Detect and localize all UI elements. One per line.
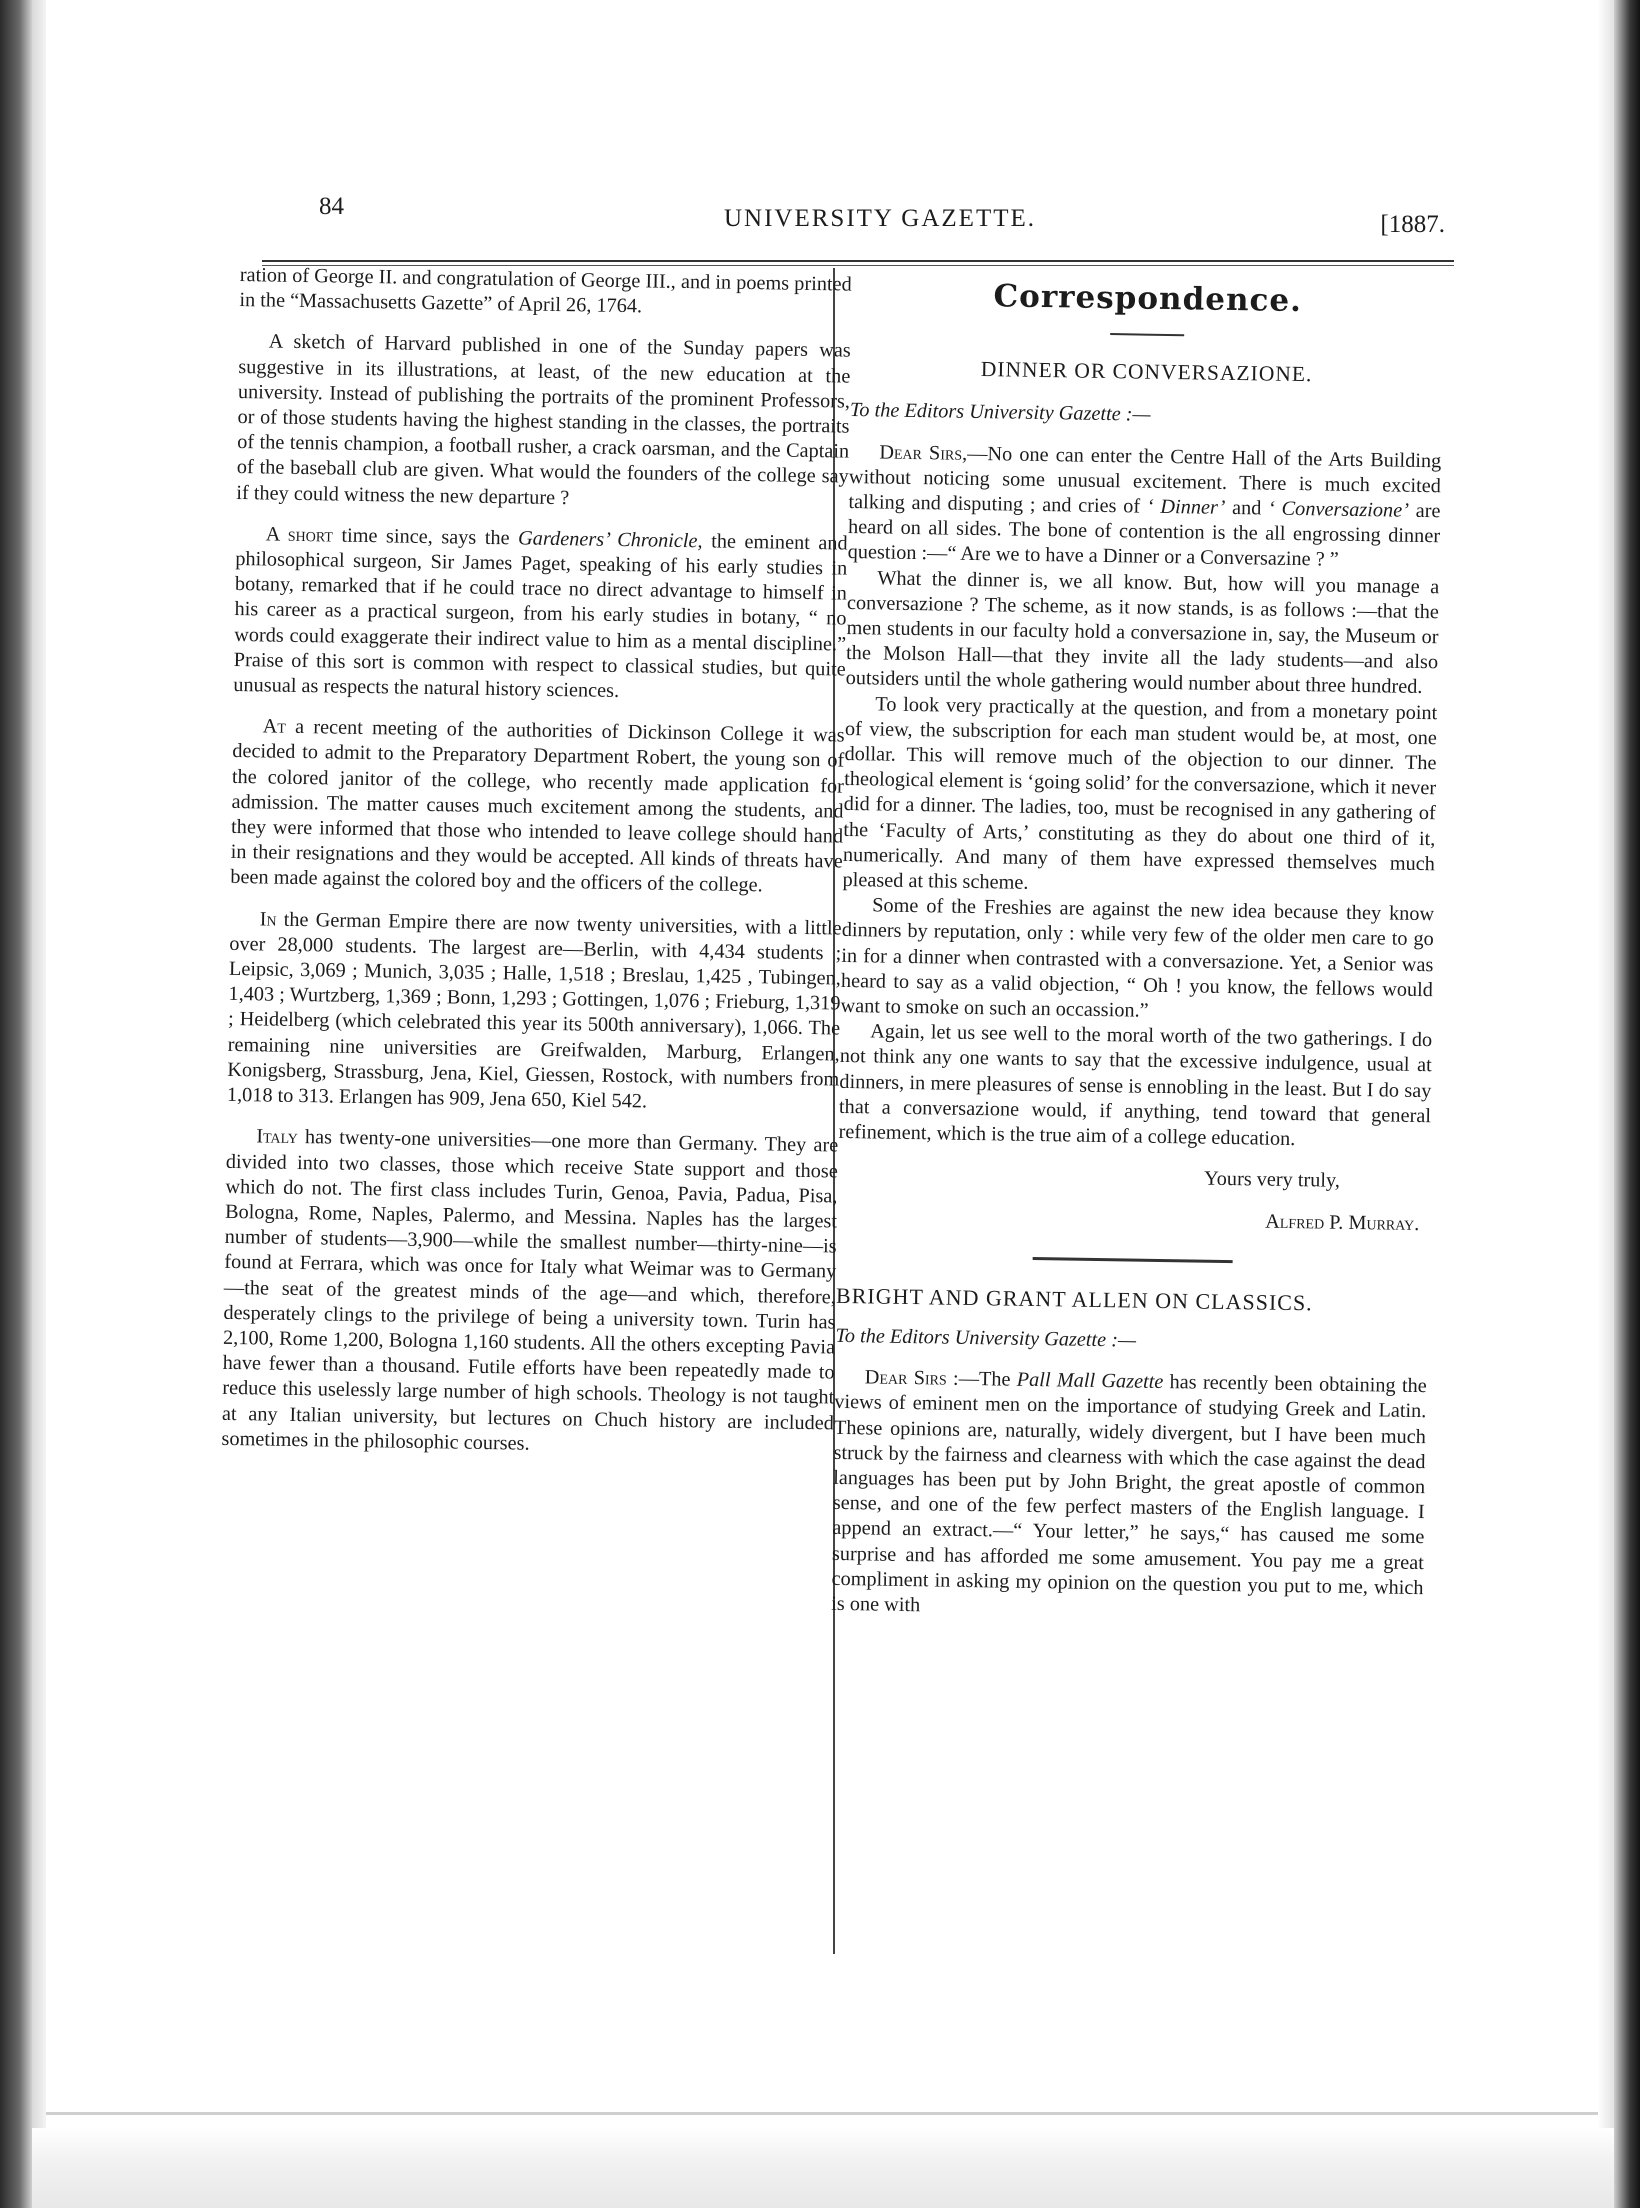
section-heading: Correspondence. — [993, 278, 1303, 320]
letter-paragraph: What the dinner is, we all know. But, how will you manage a conversazione ? The scheme, as it now stands, is as follows :—that the men students in our faculty hold a conversazione in, say, the Museum or the Molson Hall—that they invite all the lady students—and also outsiders until the whole gathering would number about three hundred. — [845, 567, 1440, 699]
address-line: To the Editors University Gazette :— — [835, 1324, 1137, 1352]
source-name: Gardeners’ Chronicle, — [517, 527, 703, 553]
section-rule — [1110, 333, 1184, 336]
paragraph-harvard-sketch: A sketch of Harvard published in one of the Sunday papers was suggestive in its illustrations, at least, of the new education at the university. Instead of publishing the portraits of the prominent Professors, or of those students having the highest standing in the classes, the portraits of the tennis champion, a football rusher, a crack oarsman, and the Captain of the baseball club are given. What would the founders of the college say if they could witness the new departure ? — [236, 330, 851, 509]
lead-word: A short — [265, 523, 334, 547]
letter-closing: Yours very truly, — [1203, 1167, 1341, 1193]
address-line: To the Editors University Gazette :— — [849, 399, 1151, 427]
paragraph-dickinson: At a recent meeting of the authorities of Dickinson College it was decided to admit to the Preparatory Department Robert, the young son of the colored janitor of the college, who recently made application for admission. The matter causes much excitement among the students, and they were informed that those who intended to leave college should hand in their resignations and they would be accepted. All kinds of threats have been made against the colored boy and the officers of the college. — [230, 715, 845, 897]
page-edge-right — [1598, 0, 1614, 2208]
running-header — [315, 193, 1445, 245]
page-bottom-line — [46, 2112, 1598, 2115]
letter-paragraph: Dear Sirs,—No one can enter the Centre Hall of the Arts Building without noticing some unusual excitement. There is much excited talking and disputing ; and cries of ‘ Dinner’ and ‘ Conversazione’ are heard on all sides. The bone of contention is the all engrossing dinner question :—“ Are we to have a Dinner or a Conversazine ? ” — [847, 441, 1442, 572]
journal-title: UNIVERSITY GAZETTE. — [723, 205, 1037, 232]
source-name: Pall Mall Gazette — [1016, 1368, 1164, 1394]
letter-paragraph: Again, let us see well to the moral worth of the two gatherings. I do not think any one wants to say that the excessive indulgence, usual at dinners, in mere pleasures of sense is ennobling in the least. But I do say that a conversazione would, if anything, tend toward that general refinement, which is the true aim of a college education. — [838, 1020, 1433, 1151]
left-column — [221, 263, 852, 1477]
page-bottom-margin — [32, 2128, 1614, 2208]
paragraph-italy-universities: Italy has twenty-one universities—one more than Germany. They are divided into two classes, those which receive State support and those which do not. The first class includes Turin, Genoa, Pavia, Padua, Pisa, Bologna, Rome, Naples, Palermo, and Messina. Naples has the largest number of students—3,900—while the smallest number—thirty-nine—is found at Ferrara, which was once for Italy what Weimar was to Germany—the seat of the greatest minds of the age—and which, therefore, desperately clings to the privilege of being a university town. Turin has 2,100, Rome 1,200, Bologna 1,160 students. All the others excepting Pavia have fewer than a thousand. Futile efforts have been repeatedly made to reduce this uselessly large number of high schools. Theology is not taught at any Italian university, but lectures on Chuch history are included sometimes in the philosophic courses. — [221, 1125, 839, 1455]
right-column — [831, 280, 1444, 1642]
salutation: Dear Sirs, — [879, 441, 968, 465]
book-binding-shadow-right — [1614, 0, 1640, 2208]
article-title: BRIGHT AND GRANT ALLEN ON CLASSICS. — [835, 1282, 1313, 1316]
lead-word: Italy — [256, 1125, 299, 1149]
book-binding-shadow-left — [0, 0, 32, 2208]
letter-paragraph: Dear Sirs :—The Pall Mall Gazette has recently been obtaining the views of eminent men on the importance of studying Greek and Latin. These opinions are, naturally, widely divergent, but I have been much struck by the fairness and clearness with which the case against the dead languages has been put by John Bright, the great apostle of common sense, and one of the few perfect masters of the English language. I append an extract.—“ Your letter,” he says,“ has caused me some surprise and has afforded me some amusement. You pay me a great compliment in asking my opinion on the question you put to me, which is one with — [831, 1366, 1427, 1617]
page-number: 84 — [319, 193, 344, 220]
article-separator — [1033, 1257, 1233, 1263]
lead-word: At — [262, 715, 287, 739]
article-title: DINNER OR CONVERSAZIONE. — [980, 357, 1313, 387]
letter-paragraph: To look very practically at the question, and from a monetary point of view, the subscription for each man student would be, at most, one dollar. This will remove much of the objection to our dinner. The theological element is ‘going solid’ for the conversazione, which it never did for a dinner. The ladies, too, must be recognised in any gathering of the ‘Faculty of Arts,’ constituting as they do about one third of it, numerically. And many of them have expressed themselves much pleased at this scheme. — [842, 693, 1438, 894]
paragraph-german-universities: In the German Empire there are now twenty universities, with a little over 28,000 students. The largest are—Berlin, with 4,434 students ; Leipsic, 3,069 ; Munich, 3,035 ; Halle, 1,518 ; Breslau, 1,425 , Tubingen, 1,403 ; Wurtzberg, 1,369 ; Bonn, 1,293 ; Gottingen, 1,076 ; Frieburg, 1,319 ; Heidelberg (which celebrated this year its 500th anniversary), 1,066. The remaining nine universities are Greifwalden, Marburg, Erlangen, Konigsberg, Strassburg, Jena, Kiel, Giessen, Rostock, with numbers from 1,018 to 313. Erlangen has 909, Jena 650, Kiel 542. — [226, 908, 842, 1113]
salutation: Dear Sirs — [864, 1366, 947, 1390]
page-edge-left — [32, 0, 46, 2208]
header-rule — [262, 260, 1454, 266]
header-year: [1887. — [1380, 211, 1445, 238]
lead-word: In — [259, 908, 277, 931]
paragraph-continuation: ration of George II. and congratulation of George III., and in poems printed in the “Massachusetts Gazette” of April 26, 1764. — [239, 263, 852, 318]
letter-paragraph: Some of the Freshies are against the new idea because they know dinners by reputation, only : while very few of the older men care to go in for a dinner when contrasted with a conversazione. Yet, a Senior was heard to say as a valid objection, “ Oh ! you know, the fellows would want to smoke on such an occassion.” — [840, 894, 1435, 1022]
paragraph-paget: A short time since, says the Gardeners’ Chronicle, the eminent and philosophical surgeon, Sir James Paget, speaking of his early studies in botany, remarked that if he could trace no direct advantage to himself in his career as a practical surgeon, from his early studies in botany, “ no words could exaggerate their indirect value to him as a mental discipline.” Praise of this sort is common with respect to classical studies, but quite unusual as respects the natural history sciences. — [233, 523, 848, 703]
letter-signature: Alfred P. Murray. — [1265, 1210, 1420, 1235]
